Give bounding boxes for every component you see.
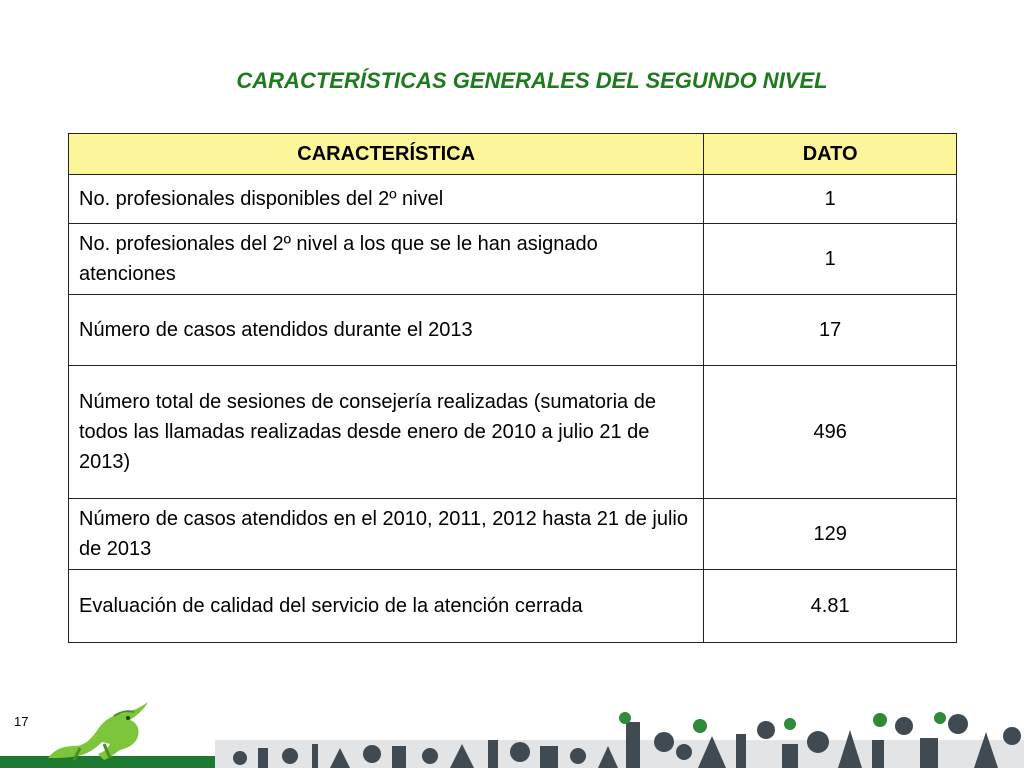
row-value: 1 — [704, 224, 957, 295]
table-row — [69, 295, 957, 366]
row-value: 1 — [704, 175, 957, 224]
table-row — [69, 366, 957, 499]
table-row — [69, 175, 957, 224]
row-value: 4.81 — [704, 570, 957, 643]
column-header-value: DATO — [704, 134, 957, 175]
slide-title: CARACTERÍSTICAS GENERALES DEL SEGUNDO NIVEL — [236, 68, 828, 93]
row-label: Evaluación de calidad del servicio de la atención cerrada — [69, 570, 704, 643]
iguana-logo-icon — [44, 700, 154, 762]
row-value: 496 — [704, 366, 957, 499]
row-label: Número total de sesiones de consejería realizadas (sumatoria de todos las llamadas realizadas desde enero de 2010 a julio 21 de 2013) — [69, 366, 704, 499]
characteristics-table — [68, 133, 957, 643]
row-value: 17 — [704, 295, 957, 366]
table-header-row — [69, 134, 957, 175]
row-label: Número de casos atendidos en el 2010, 2011, 2012 hasta 21 de julio de 2013 — [69, 499, 704, 570]
table-row — [69, 224, 957, 295]
row-value: 129 — [704, 499, 957, 570]
table-row — [69, 499, 957, 570]
row-label: Número de casos atendidos durante el 2013 — [69, 295, 704, 366]
table-row — [69, 570, 957, 643]
row-label: No. profesionales disponibles del 2º nivel — [69, 175, 704, 224]
column-header-characteristic: CARACTERÍSTICA — [69, 134, 704, 175]
page-number: 17 — [14, 714, 29, 729]
row-label: No. profesionales del 2º nivel a los que se le han asignado atenciones — [69, 224, 704, 295]
